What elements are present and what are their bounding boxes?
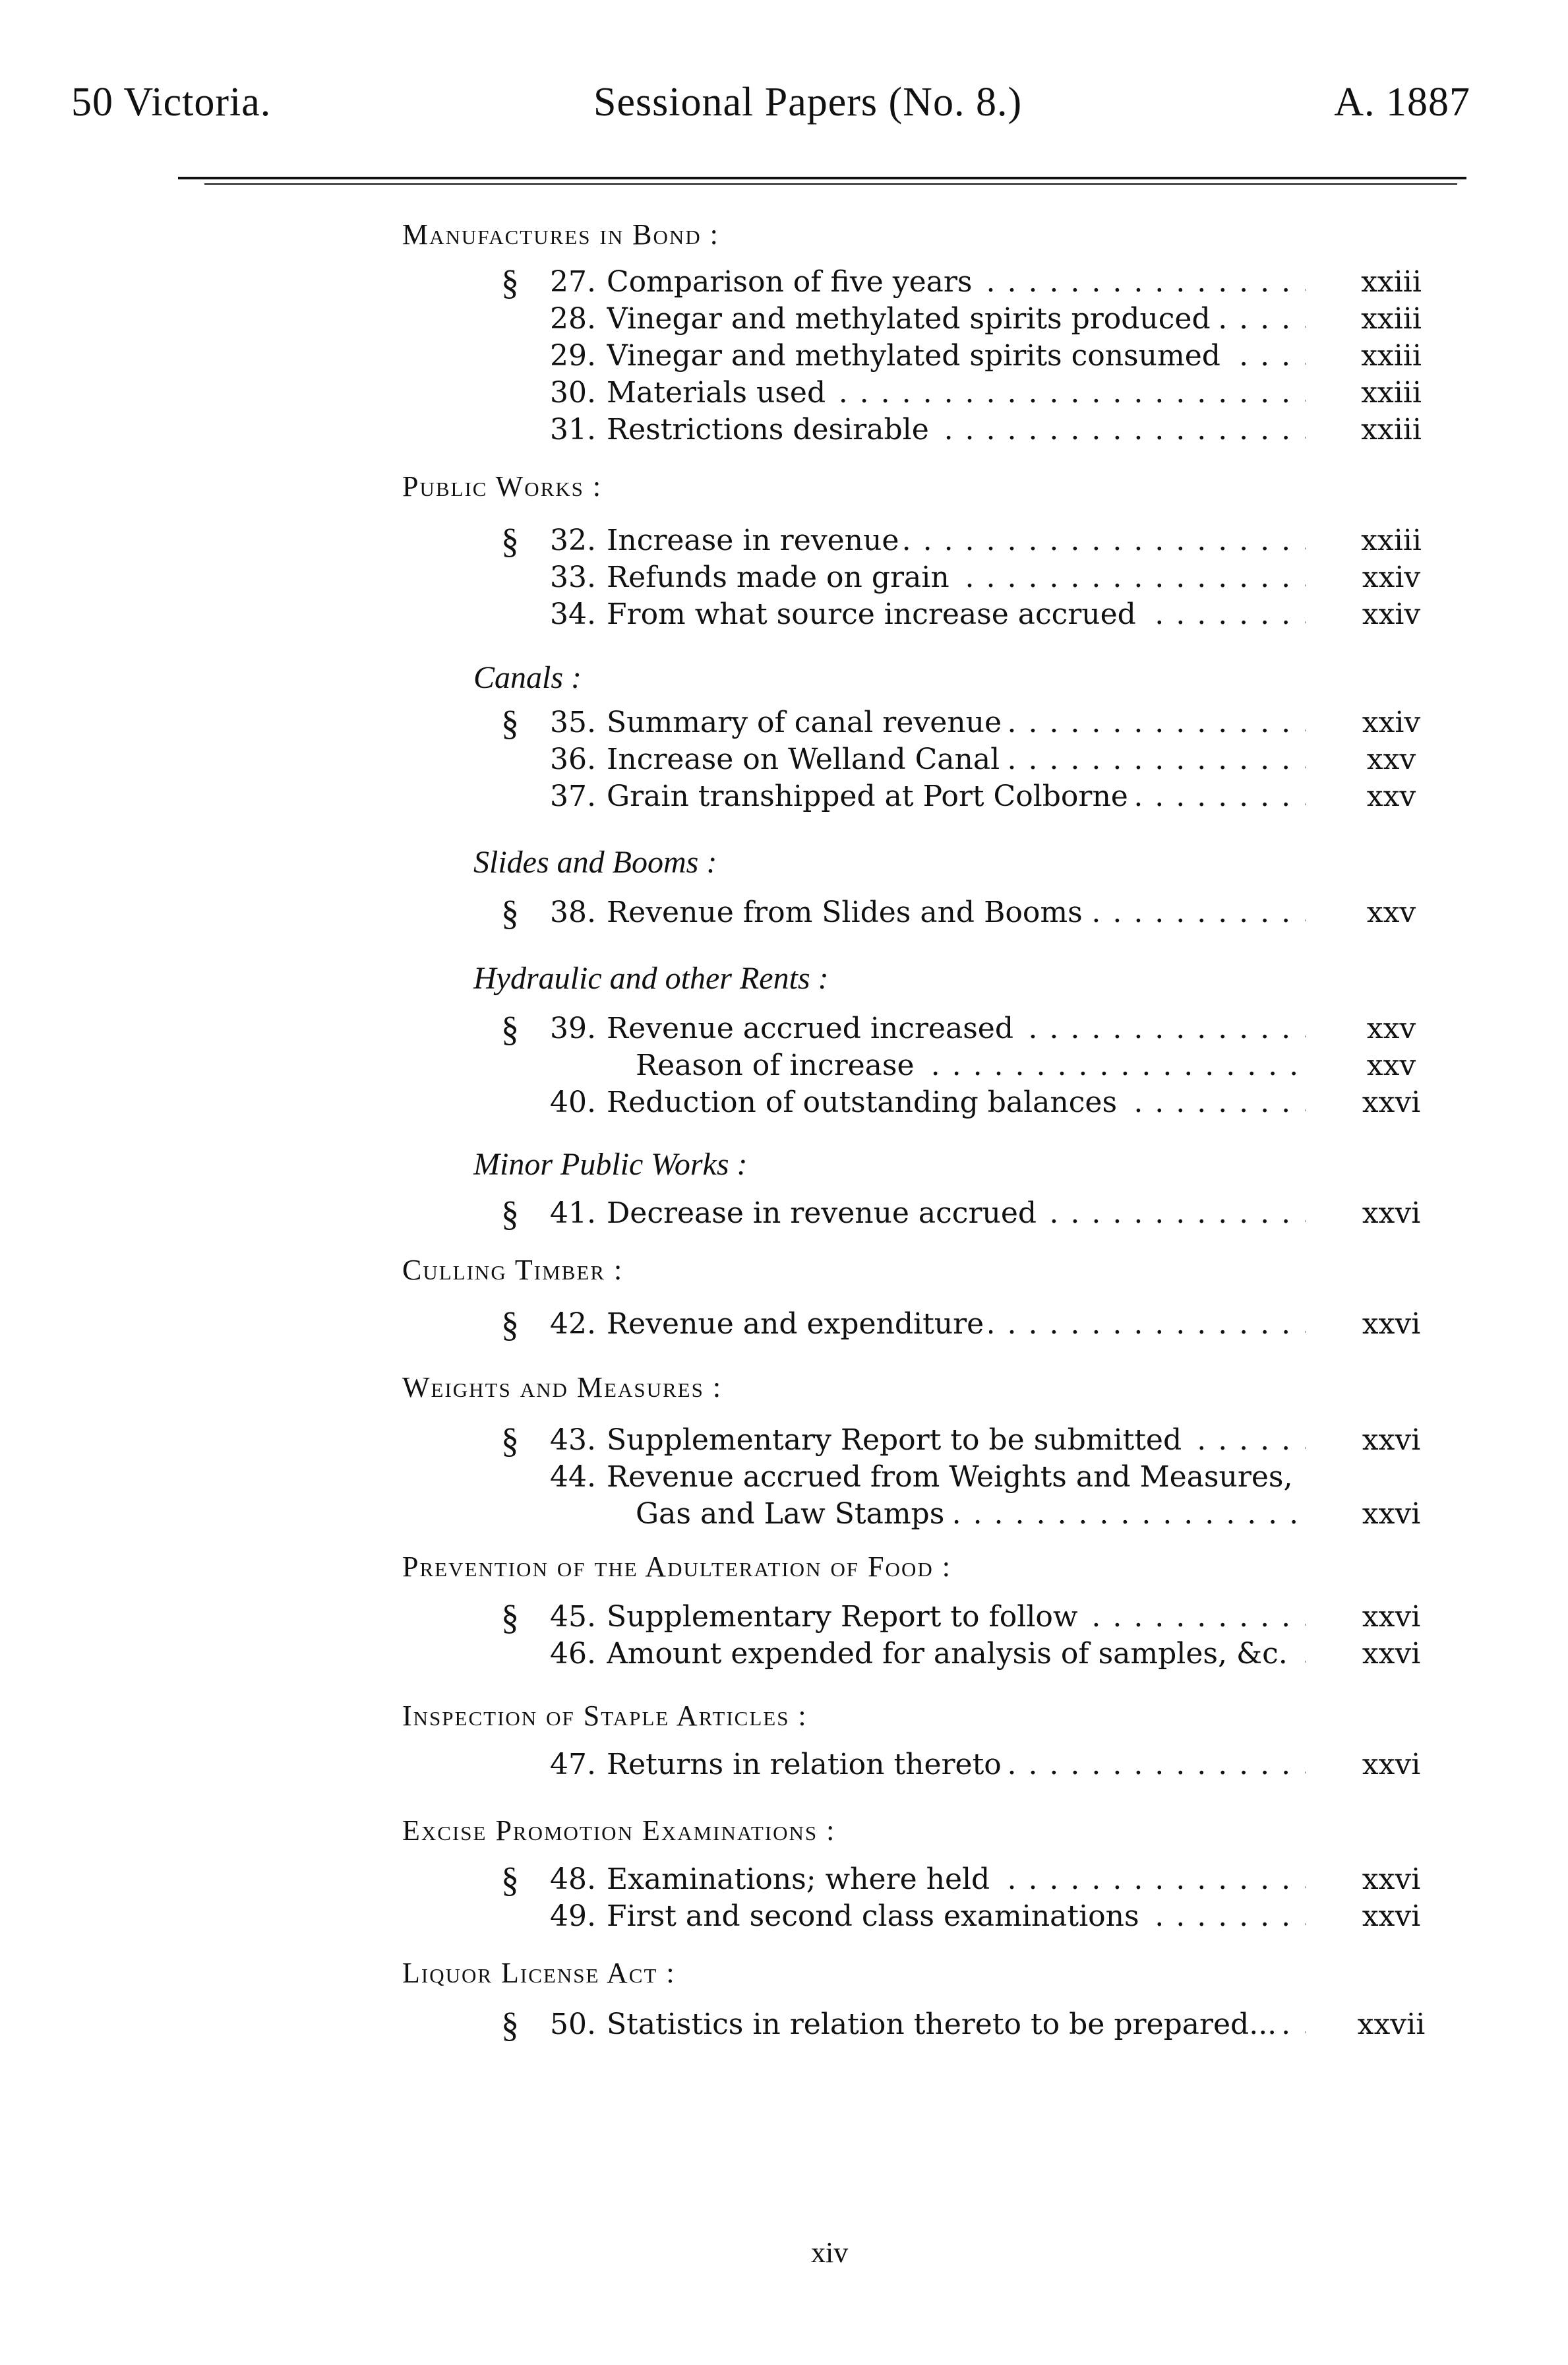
entry-page: xxvi <box>1362 1086 1421 1119</box>
entry-number: 41. <box>550 1196 596 1230</box>
section-sign: § <box>501 1194 519 1233</box>
entry-number: 36. <box>550 743 596 776</box>
contents-entry <box>462 1636 1444 1673</box>
contents-entry <box>462 1084 1444 1121</box>
entry-text: Reason of increase <box>636 1049 920 1082</box>
entry-text-line <box>607 894 1306 931</box>
entry-text: Decrease in revenue accrued <box>607 1196 1042 1230</box>
entry-number: 39. <box>550 1012 596 1045</box>
subsection-heading-hydraulic: Hydraulic and other Rents : <box>473 961 829 996</box>
section-sign: § <box>501 703 519 743</box>
entry-text: Revenue from Slides and Booms <box>607 896 1088 929</box>
subsection-heading-canals: Canals : <box>473 660 582 695</box>
entry-text-line <box>636 1496 1306 1533</box>
contents-entry <box>462 301 1444 338</box>
entry-number: 31. <box>550 413 596 446</box>
contents-entry <box>462 1047 1444 1084</box>
contents-entry <box>462 338 1444 375</box>
header-left: 50 Victoria. <box>71 80 272 125</box>
entry-text-line <box>607 741 1306 778</box>
entry-number: 46. <box>550 1637 596 1671</box>
entry-page: xxiii <box>1361 524 1422 557</box>
entry-number: 33. <box>550 561 596 594</box>
entry-page: xxvii <box>1357 2008 1426 2041</box>
contents-entry <box>462 778 1444 815</box>
section-heading-manufactures: Manufactures in Bond : <box>402 218 719 251</box>
entry-text: Refunds made on grain <box>607 561 955 594</box>
entry-text: Increase on Welland Canal <box>607 743 1005 776</box>
contents-entry <box>462 412 1444 448</box>
entry-text-line <box>607 559 1306 596</box>
contents-entry <box>462 375 1444 412</box>
entry-number: 32. <box>550 524 596 557</box>
subsection-heading-slides: Slides and Booms : <box>473 845 717 880</box>
section-sign: § <box>501 1597 519 1637</box>
contents-entry <box>462 704 1444 741</box>
section-sign: § <box>501 1009 519 1049</box>
entry-text: Summary of canal revenue <box>607 706 1007 739</box>
entry-text-line <box>607 264 1306 301</box>
contents-entry <box>462 1195 1444 1232</box>
entry-page: xxvi <box>1362 1862 1421 1896</box>
entry-number: 48. <box>550 1862 596 1896</box>
entry-page: xxiv <box>1362 598 1421 631</box>
entry-text: Revenue accrued increased <box>607 1012 1019 1045</box>
entry-text-line <box>607 301 1306 338</box>
contents-entry <box>462 522 1444 559</box>
contents-entry <box>462 1599 1444 1636</box>
section-sign: § <box>501 1305 519 1344</box>
entry-text: Reduction of outstanding balances <box>607 1086 1122 1119</box>
entry-text-line <box>607 1010 1306 1047</box>
subsection-heading-minor: Minor Public Works : <box>473 1147 748 1182</box>
entry-page: xxvi <box>1362 1899 1421 1933</box>
entry-page: xxiii <box>1361 413 1422 446</box>
contents-entry <box>462 1496 1444 1533</box>
entry-page: xxiv <box>1362 706 1421 739</box>
section-heading-prevention: Prevention of the Adulteration of Food : <box>402 1551 951 1583</box>
section-sign: § <box>501 1860 519 1899</box>
entry-number: 28. <box>550 302 596 336</box>
entry-number: 49. <box>550 1899 596 1933</box>
entry-text: Supplementary Report to follow <box>607 1600 1083 1634</box>
contents-entry <box>462 264 1444 301</box>
entry-text: Vinegar and methylated spirits consumed <box>607 339 1226 373</box>
entry-text-line <box>607 596 1306 633</box>
entry-text: Revenue and expenditure <box>607 1307 989 1341</box>
entry-page: xxvi <box>1362 1196 1421 1230</box>
entry-number: 27. <box>550 265 596 299</box>
entry-page: xxvi <box>1362 1637 1421 1671</box>
entry-text: Returns in relation thereto <box>607 1748 1007 1781</box>
entry-text-line <box>607 1422 1306 1459</box>
entry-text-line <box>607 1084 1306 1121</box>
entry-number: 44. <box>550 1460 596 1494</box>
entry-page: xxvi <box>1362 1423 1421 1457</box>
entry-text: Supplementary Report to be submitted <box>607 1423 1187 1457</box>
entry-text: Gas and Law Stamps <box>636 1497 950 1531</box>
header-rule-thin <box>204 183 1457 185</box>
contents-entry <box>462 1746 1444 1783</box>
entry-text-line <box>607 522 1306 559</box>
entry-text-line <box>607 1195 1306 1232</box>
contents-entry <box>462 1010 1444 1047</box>
entry-number: 29. <box>550 339 596 373</box>
entry-page: xxiv <box>1362 561 1421 594</box>
entry-text: Revenue accrued from Weights and Measures, <box>607 1460 1298 1494</box>
entry-page: xxv <box>1366 743 1416 776</box>
entry-text: Vinegar and methylated spirits produced <box>607 302 1216 336</box>
section-heading-excise: Excise Promotion Examinations : <box>402 1814 836 1847</box>
section-heading-culling: Culling Timber : <box>402 1254 624 1286</box>
entry-number: 37. <box>550 780 596 813</box>
entry-text-line <box>607 778 1306 815</box>
entry-text: Comparison of five years <box>607 265 978 299</box>
section-sign: § <box>501 893 519 933</box>
entry-text-line <box>607 2006 1306 2043</box>
entry-page: xxvi <box>1362 1307 1421 1341</box>
contents-entry <box>462 1459 1444 1496</box>
section-heading-liquor: Liquor License Act : <box>402 1957 676 1989</box>
section-heading-inspection: Inspection of Staple Articles : <box>402 1700 808 1732</box>
entry-page: xxiii <box>1361 302 1422 336</box>
entry-page: xxiii <box>1361 376 1422 410</box>
entry-number: 47. <box>550 1748 596 1781</box>
contents-entry <box>462 741 1444 778</box>
entry-number: 38. <box>550 896 596 929</box>
entry-page: xxv <box>1366 1012 1416 1045</box>
entry-page: xxv <box>1366 1049 1416 1082</box>
entry-text-line <box>607 1636 1306 1673</box>
entry-text: Increase in revenue <box>607 524 904 557</box>
entry-number: 50. <box>550 2008 596 2041</box>
entry-number: 40. <box>550 1086 596 1119</box>
entry-text-line <box>607 1746 1306 1783</box>
entry-text: First and second class examinations <box>607 1899 1145 1933</box>
contents-entry <box>462 1861 1444 1898</box>
header-center: Sessional Papers (No. 8.) <box>593 80 1023 125</box>
entry-number: 34. <box>550 598 596 631</box>
contents-entry <box>462 596 1444 633</box>
entry-text-line <box>607 704 1306 741</box>
entry-text-line <box>607 1898 1306 1935</box>
page-number: xiv <box>811 2236 849 2269</box>
contents-entry <box>462 1306 1444 1343</box>
section-sign: § <box>501 521 519 561</box>
contents-entry <box>462 559 1444 596</box>
entry-text-line <box>607 375 1306 412</box>
entry-text: Grain transhipped at Port Colborne <box>607 780 1133 813</box>
entry-text-line <box>607 412 1306 448</box>
section-heading-weights: Weights and Measures : <box>402 1371 723 1403</box>
entry-text: Materials used <box>607 376 831 410</box>
entry-number: 42. <box>550 1307 596 1341</box>
entry-page: xxvi <box>1362 1600 1421 1634</box>
section-sign: § <box>501 262 519 302</box>
entry-text-line <box>607 338 1306 375</box>
entry-number: 45. <box>550 1600 596 1634</box>
entry-text: Examinations; where held <box>607 1862 995 1896</box>
entry-page: xxvi <box>1362 1497 1421 1531</box>
entry-text-line <box>607 1599 1306 1636</box>
entry-text-line <box>607 1306 1306 1343</box>
section-sign: § <box>501 2005 519 2044</box>
contents-entry <box>462 2006 1444 2043</box>
contents-entry <box>462 894 1444 931</box>
header-right: A. 1887 <box>1334 80 1470 125</box>
contents-entry <box>462 1898 1444 1935</box>
entry-page: xxiii <box>1361 265 1422 299</box>
entry-page: xxv <box>1366 896 1416 929</box>
entry-number: 35. <box>550 706 596 739</box>
entry-page: xxiii <box>1361 339 1422 373</box>
entry-page: xxvi <box>1362 1748 1421 1781</box>
entry-text: Restrictions desirable <box>607 413 934 446</box>
entry-text: Amount expended for analysis of samples, &c. <box>607 1637 1293 1671</box>
section-heading-public-works: Public Works : <box>402 470 603 503</box>
entry-text-line <box>636 1047 1306 1084</box>
entry-text-line <box>607 1861 1306 1898</box>
entry-number: 43. <box>550 1423 596 1457</box>
entry-page: xxv <box>1366 780 1416 813</box>
section-sign: § <box>501 1421 519 1460</box>
entry-text: Statistics in relation thereto to be prepared... <box>607 2008 1282 2041</box>
contents-entry <box>462 1422 1444 1459</box>
header-rule <box>178 177 1466 179</box>
entry-text-line <box>607 1459 1306 1496</box>
entry-number: 30. <box>550 376 596 410</box>
entry-text: From what source increase accrued <box>607 598 1141 631</box>
